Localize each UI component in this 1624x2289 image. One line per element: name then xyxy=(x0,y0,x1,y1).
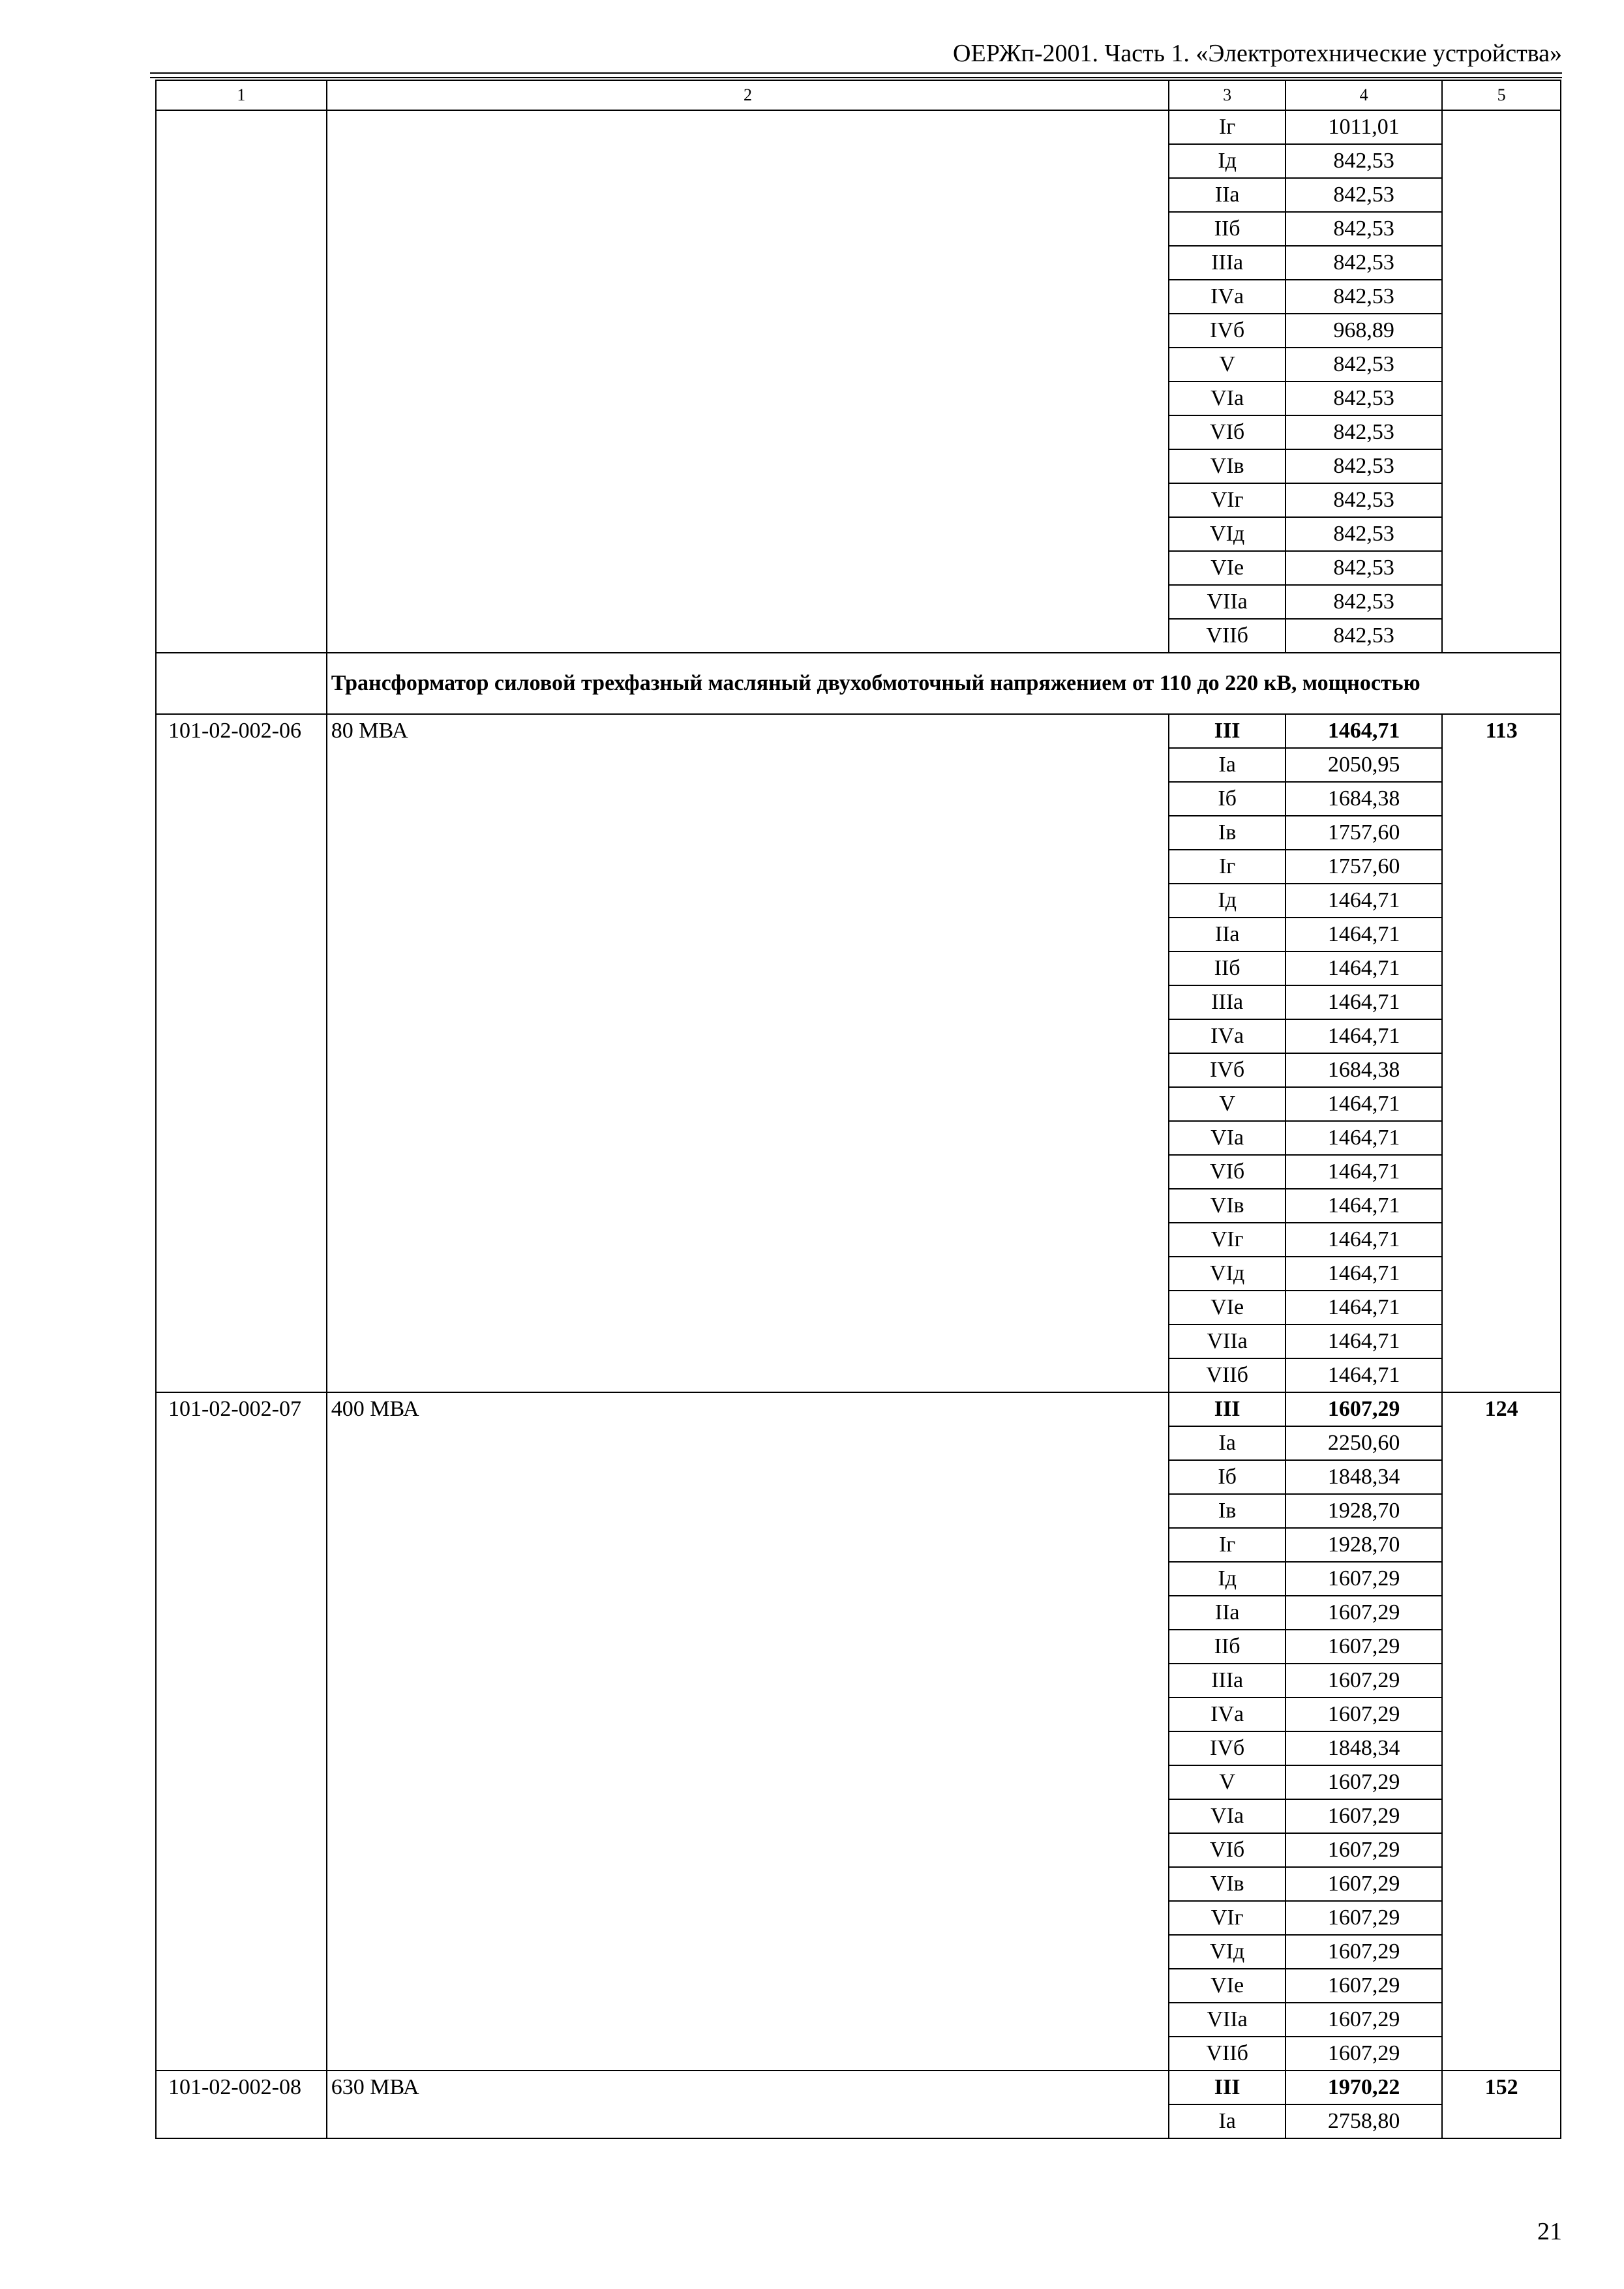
zone-cell: V xyxy=(1169,1765,1286,1799)
price-cell: 1684,38 xyxy=(1286,1053,1442,1087)
price-table xyxy=(155,80,1561,2139)
description-cell: 400 МВА xyxy=(327,1392,1169,2071)
description-cell: 80 МВА xyxy=(327,714,1169,1392)
zone-cell: VIб xyxy=(1169,1155,1286,1189)
zone-cell: VIг xyxy=(1169,1223,1286,1257)
code-cell: 101-02-002-06 xyxy=(156,714,327,1392)
price-cell: 2758,80 xyxy=(1286,2104,1442,2138)
price-cell: 1464,71 xyxy=(1286,1257,1442,1291)
column-number: 1 xyxy=(156,80,327,110)
section-title: Трансформатор силовой трехфазный масляный двухобмоточный напряжением от 110 до 220 кВ, мощностью xyxy=(327,653,1561,714)
table-row xyxy=(156,110,1561,144)
price-cell: 842,53 xyxy=(1286,178,1442,212)
price-cell: 1464,71 xyxy=(1286,1358,1442,1392)
column-number-row xyxy=(156,80,1561,110)
price-cell: 2050,95 xyxy=(1286,748,1442,782)
zone-cell: V xyxy=(1169,1087,1286,1121)
price-cell: 1607,29 xyxy=(1286,1969,1442,2003)
zone-cell: VIIа xyxy=(1169,2003,1286,2037)
zone-cell: Iв xyxy=(1169,816,1286,850)
zone-cell: VIв xyxy=(1169,1867,1286,1901)
zone-cell: V xyxy=(1169,348,1286,382)
price-cell: 1464,71 xyxy=(1286,714,1442,748)
zone-cell: IVа xyxy=(1169,1698,1286,1731)
zone-cell: Iд xyxy=(1169,884,1286,918)
price-cell: 1607,29 xyxy=(1286,1562,1442,1596)
zone-cell: IIIа xyxy=(1169,985,1286,1019)
price-cell: 1464,71 xyxy=(1286,1019,1442,1053)
zone-cell: III xyxy=(1169,2071,1286,2104)
price-cell: 1607,29 xyxy=(1286,1664,1442,1698)
price-cell: 1464,71 xyxy=(1286,1291,1442,1324)
price-cell: 1757,60 xyxy=(1286,850,1442,884)
price-cell: 1607,29 xyxy=(1286,1596,1442,1630)
zone-cell: Iв xyxy=(1169,1494,1286,1528)
price-cell: 1464,71 xyxy=(1286,951,1442,985)
table-row xyxy=(156,2071,1561,2104)
description-cell xyxy=(327,110,1169,653)
zone-cell: VIе xyxy=(1169,1969,1286,2003)
price-cell: 1607,29 xyxy=(1286,1765,1442,1799)
column-number: 3 xyxy=(1169,80,1286,110)
zone-cell: VIг xyxy=(1169,483,1286,517)
code-cell: 101-02-002-08 xyxy=(156,2071,327,2138)
code-cell: 101-02-002-07 xyxy=(156,1392,327,2071)
price-cell: 1607,29 xyxy=(1286,1935,1442,1969)
price-cell: 1607,29 xyxy=(1286,1698,1442,1731)
zone-cell: VIе xyxy=(1169,551,1286,585)
column-number: 5 xyxy=(1442,80,1561,110)
header-rule xyxy=(150,77,1562,78)
price-cell: 1464,71 xyxy=(1286,1223,1442,1257)
zone-cell: IVб xyxy=(1169,1731,1286,1765)
price-cell: 1757,60 xyxy=(1286,816,1442,850)
price-cell: 842,53 xyxy=(1286,449,1442,483)
zone-cell: VIд xyxy=(1169,1935,1286,1969)
price-cell: 842,53 xyxy=(1286,585,1442,619)
price-cell: 968,89 xyxy=(1286,314,1442,348)
price-cell: 842,53 xyxy=(1286,212,1442,246)
table-row xyxy=(156,1392,1561,1426)
zone-cell: IIа xyxy=(1169,918,1286,951)
price-cell: 1607,29 xyxy=(1286,1833,1442,1867)
zone-cell: VIв xyxy=(1169,449,1286,483)
zone-cell: IVб xyxy=(1169,314,1286,348)
zone-cell: Iг xyxy=(1169,110,1286,144)
price-cell: 842,53 xyxy=(1286,517,1442,551)
price-cell: 1011,01 xyxy=(1286,110,1442,144)
zone-cell: VIа xyxy=(1169,1121,1286,1155)
col5-cell xyxy=(1442,110,1561,653)
zone-cell: VIд xyxy=(1169,1257,1286,1291)
price-cell: 1464,71 xyxy=(1286,1324,1442,1358)
column-number: 2 xyxy=(327,80,1169,110)
zone-cell: IIIа xyxy=(1169,246,1286,280)
zone-cell: VIIа xyxy=(1169,1324,1286,1358)
price-cell: 842,53 xyxy=(1286,551,1442,585)
price-cell: 1848,34 xyxy=(1286,1460,1442,1494)
zone-cell: Iг xyxy=(1169,1528,1286,1562)
zone-cell: IIа xyxy=(1169,1596,1286,1630)
table-row xyxy=(156,714,1561,748)
zone-cell: VIIб xyxy=(1169,619,1286,653)
price-cell: 1607,29 xyxy=(1286,2037,1442,2071)
price-cell: 1464,71 xyxy=(1286,918,1442,951)
price-cell: 1464,71 xyxy=(1286,1121,1442,1155)
price-cell: 842,53 xyxy=(1286,415,1442,449)
zone-cell: IVа xyxy=(1169,280,1286,314)
code-cell xyxy=(156,110,327,653)
price-cell: 1607,29 xyxy=(1286,1630,1442,1664)
price-cell: 1970,22 xyxy=(1286,2071,1442,2104)
zone-cell: VIе xyxy=(1169,1291,1286,1324)
price-cell: 1464,71 xyxy=(1286,985,1442,1019)
col5-cell: 113 xyxy=(1442,714,1561,1392)
zone-cell: Iд xyxy=(1169,144,1286,178)
zone-cell: IVа xyxy=(1169,1019,1286,1053)
price-cell: 842,53 xyxy=(1286,483,1442,517)
zone-cell: Iа xyxy=(1169,2104,1286,2138)
price-cell: 1928,70 xyxy=(1286,1494,1442,1528)
zone-cell: VIа xyxy=(1169,1799,1286,1833)
zone-cell: VIг xyxy=(1169,1901,1286,1935)
price-cell: 1607,29 xyxy=(1286,1901,1442,1935)
price-cell: 1684,38 xyxy=(1286,782,1442,816)
zone-cell: VIб xyxy=(1169,415,1286,449)
zone-cell: IIб xyxy=(1169,212,1286,246)
zone-cell: Iб xyxy=(1169,782,1286,816)
price-cell: 1464,71 xyxy=(1286,1087,1442,1121)
price-cell: 1848,34 xyxy=(1286,1731,1442,1765)
zone-cell: VIв xyxy=(1169,1189,1286,1223)
section-row xyxy=(156,653,1561,714)
zone-cell: Iд xyxy=(1169,1562,1286,1596)
zone-cell: III xyxy=(1169,1392,1286,1426)
page-header: ОЕРЖп-2001. Часть 1. «Электротехнические устройства» xyxy=(953,40,1562,67)
page-number: 21 xyxy=(1537,2218,1562,2245)
column-number: 4 xyxy=(1286,80,1442,110)
zone-cell: VIIб xyxy=(1169,1358,1286,1392)
zone-cell: Iа xyxy=(1169,1426,1286,1460)
price-cell: 842,53 xyxy=(1286,382,1442,415)
zone-cell: Iг xyxy=(1169,850,1286,884)
zone-cell: IIб xyxy=(1169,951,1286,985)
zone-cell: Iб xyxy=(1169,1460,1286,1494)
price-cell: 842,53 xyxy=(1286,280,1442,314)
header-rule xyxy=(150,72,1562,74)
price-cell: 1607,29 xyxy=(1286,2003,1442,2037)
col5-cell: 124 xyxy=(1442,1392,1561,2071)
price-cell: 1928,70 xyxy=(1286,1528,1442,1562)
price-cell: 842,53 xyxy=(1286,348,1442,382)
price-cell: 1464,71 xyxy=(1286,1155,1442,1189)
price-cell: 1607,29 xyxy=(1286,1799,1442,1833)
zone-cell: VIIб xyxy=(1169,2037,1286,2071)
zone-cell: VIб xyxy=(1169,1833,1286,1867)
price-cell: 1464,71 xyxy=(1286,1189,1442,1223)
zone-cell: VIа xyxy=(1169,382,1286,415)
zone-cell: IIб xyxy=(1169,1630,1286,1664)
section-blank xyxy=(156,653,327,714)
zone-cell: IVб xyxy=(1169,1053,1286,1087)
zone-cell: VIIа xyxy=(1169,585,1286,619)
zone-cell: III xyxy=(1169,714,1286,748)
price-cell: 842,53 xyxy=(1286,246,1442,280)
zone-cell: IIIа xyxy=(1169,1664,1286,1698)
description-cell: 630 МВА xyxy=(327,2071,1169,2138)
price-cell: 842,53 xyxy=(1286,619,1442,653)
zone-cell: VIд xyxy=(1169,517,1286,551)
col5-cell: 152 xyxy=(1442,2071,1561,2138)
price-cell: 1607,29 xyxy=(1286,1867,1442,1901)
price-cell: 842,53 xyxy=(1286,144,1442,178)
zone-cell: Iа xyxy=(1169,748,1286,782)
price-cell: 1464,71 xyxy=(1286,884,1442,918)
price-cell: 1607,29 xyxy=(1286,1392,1442,1426)
price-cell: 2250,60 xyxy=(1286,1426,1442,1460)
zone-cell: IIа xyxy=(1169,178,1286,212)
